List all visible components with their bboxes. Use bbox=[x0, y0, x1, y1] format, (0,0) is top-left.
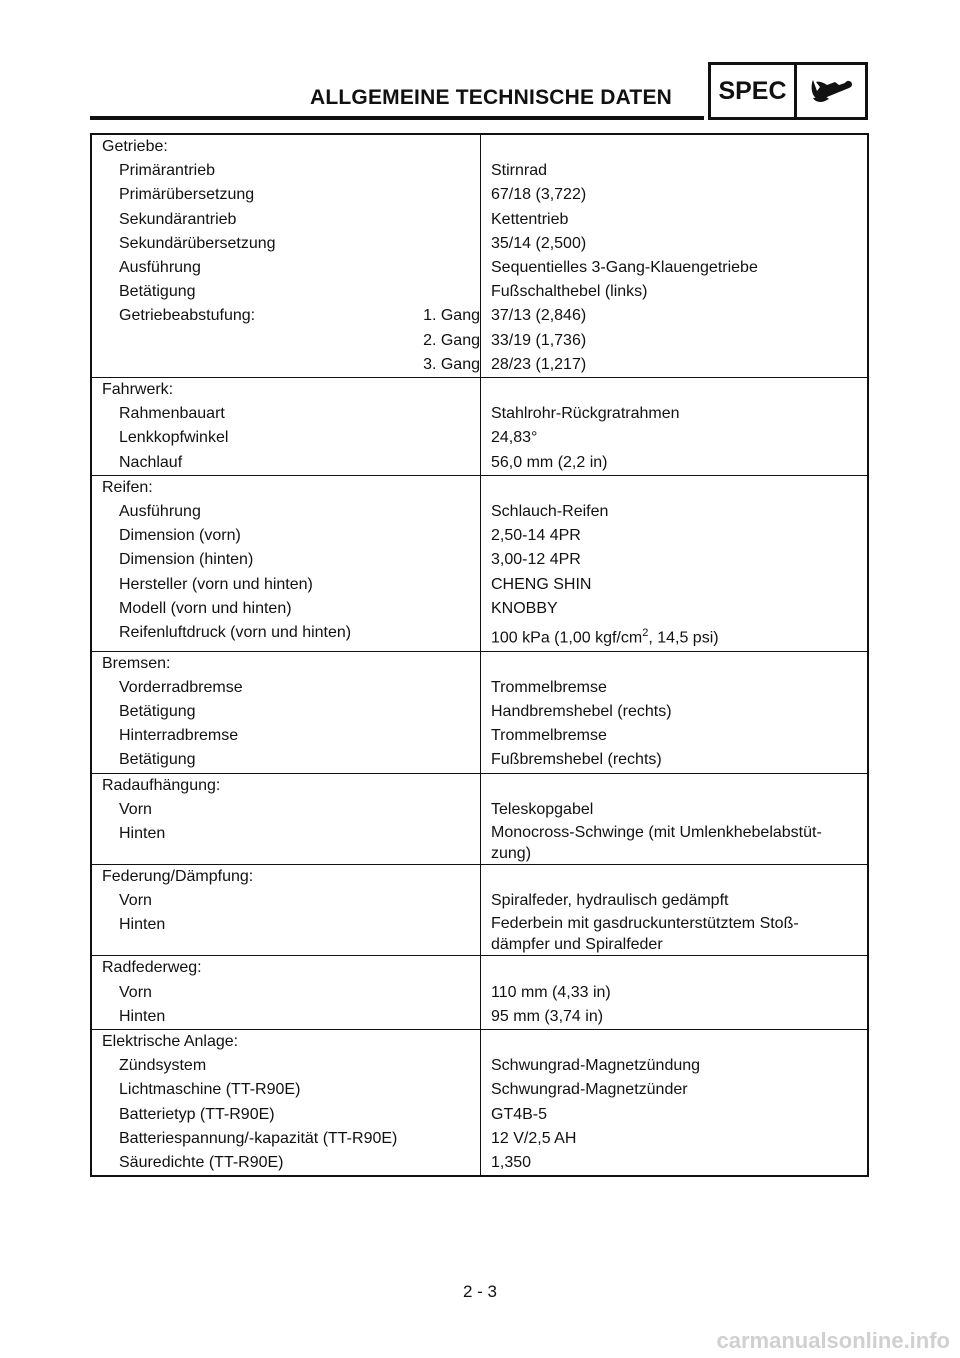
spec-label: Reifenluftdruck (vorn und hinten) bbox=[119, 624, 352, 642]
spec-row bbox=[91, 232, 868, 256]
spec-value: KNOBBY bbox=[491, 599, 558, 617]
spec-row bbox=[91, 256, 868, 280]
spec-label: Vorderradbremse bbox=[119, 678, 243, 696]
spec-row bbox=[91, 798, 868, 822]
spec-label: Säuredichte (TT-R90E) bbox=[119, 1154, 284, 1172]
spec-value: Schlauch-Reifen bbox=[491, 503, 609, 521]
section-header-row bbox=[91, 134, 868, 159]
spec-value: Schwungrad-Magnetzündung bbox=[491, 1057, 701, 1075]
section-title: Federung/Dämpfung: bbox=[102, 868, 254, 886]
spec-value: 1,350 bbox=[491, 1154, 532, 1172]
spec-value: 28/23 (1,217) bbox=[491, 355, 587, 373]
spec-value: Monocross-Schwinge (mit Umlenkhebelabstüt- zung) bbox=[491, 824, 822, 863]
spec-row bbox=[91, 1151, 868, 1176]
spec-label: Ausführung bbox=[119, 503, 201, 521]
section-title: Getriebe: bbox=[102, 138, 168, 155]
spec-value-text: , 14,5 psi) bbox=[648, 629, 719, 647]
spec-label: Rahmenbauart bbox=[119, 405, 225, 423]
section-header-row bbox=[91, 651, 868, 676]
spec-label: Primärübersetzung bbox=[119, 186, 255, 204]
spec-row bbox=[91, 1127, 868, 1151]
header-rule bbox=[90, 116, 704, 120]
spec-value: CHENG SHIN bbox=[491, 575, 592, 593]
spec-label-group bbox=[92, 329, 480, 353]
gear-label: 3. Gang bbox=[423, 355, 480, 373]
spec-value: Stahlrohr-Rückgratrahmen bbox=[491, 405, 680, 423]
watermark: carmanualsonline.info bbox=[716, 1328, 950, 1353]
spec-row bbox=[91, 500, 868, 524]
section-title: Reifen: bbox=[102, 478, 153, 496]
section-title: Elektrische Anlage: bbox=[102, 1033, 239, 1051]
spec-label: Betätigung bbox=[119, 283, 196, 301]
section-header-row bbox=[91, 773, 868, 798]
spec-row bbox=[91, 913, 868, 956]
spec-row bbox=[91, 981, 868, 1005]
spec-row bbox=[91, 1103, 868, 1127]
section-title: Radaufhängung: bbox=[102, 776, 221, 794]
spec-row bbox=[91, 402, 868, 426]
spec-value: Federbein mit gasdruckunterstütztem Stoß- dämpfer und Spiralfeder bbox=[491, 915, 799, 954]
wrench-icon bbox=[797, 65, 865, 117]
spec-label: Hinterradbremse bbox=[119, 727, 239, 745]
section-title: Fahrwerk: bbox=[102, 381, 174, 399]
spec-table bbox=[90, 133, 869, 1177]
spec-row bbox=[91, 548, 868, 572]
spec-value: Kettentrieb bbox=[491, 210, 569, 228]
spec-label: Hinten bbox=[119, 825, 166, 843]
spec-value: 12 V/2,5 AH bbox=[491, 1129, 577, 1147]
spec-value: Schwungrad-Magnetzünder bbox=[491, 1081, 688, 1099]
spec-row bbox=[91, 597, 868, 621]
section-header-row bbox=[91, 865, 868, 890]
spec-value: 67/18 (3,722) bbox=[491, 186, 587, 204]
spec-label: Hersteller (vorn und hinten) bbox=[119, 575, 313, 593]
spec-label: Vorn bbox=[119, 892, 152, 910]
page-number: 2 - 3 bbox=[462, 1282, 498, 1301]
spec-row bbox=[91, 621, 868, 651]
spec-row bbox=[91, 1005, 868, 1030]
spec-label: Batterietyp (TT-R90E) bbox=[119, 1105, 275, 1123]
spec-row bbox=[91, 524, 868, 548]
spec-label: Betätigung bbox=[119, 703, 196, 720]
spec-label: Vorn bbox=[119, 800, 152, 818]
spec-label: Sekundärübersetzung bbox=[119, 234, 276, 252]
spec-value: Teleskopgabel bbox=[491, 800, 594, 818]
section-header-row bbox=[91, 475, 868, 500]
gear-label: 2. Gang bbox=[423, 331, 480, 349]
spec-value: Trommelbremse bbox=[491, 727, 607, 745]
spec-row bbox=[91, 676, 868, 700]
spec-label: Primärantrieb bbox=[119, 162, 216, 180]
spec-label: Ausführung bbox=[119, 259, 201, 277]
section-title: Bremsen: bbox=[102, 654, 171, 672]
spec-label: Zündsystem bbox=[119, 1057, 207, 1075]
spec-value: 56,0 mm (2,2 in) bbox=[491, 453, 608, 471]
spec-row bbox=[91, 208, 868, 232]
spec-label: Dimension (vorn) bbox=[119, 527, 241, 545]
spec-value: 3,00-12 4PR bbox=[491, 551, 581, 569]
spec-value: Fußschalthebel (links) bbox=[491, 283, 648, 301]
spec-label: Hinten bbox=[119, 916, 166, 934]
spec-label: Nachlauf bbox=[119, 453, 183, 471]
gear-label: 1. Gang bbox=[423, 307, 480, 325]
spec-value: Stirnrad bbox=[491, 162, 548, 180]
spec-value: GT4B-5 bbox=[491, 1105, 548, 1123]
spec-row bbox=[91, 573, 868, 597]
spec-row bbox=[91, 1054, 868, 1078]
spec-label-group bbox=[92, 353, 480, 377]
spec-label: Lichtmaschine (TT-R90E) bbox=[119, 1081, 301, 1099]
spec-row bbox=[91, 159, 868, 183]
section-header-row bbox=[91, 956, 868, 981]
spec-label: Vorn bbox=[119, 983, 152, 1001]
spec-value: 33/19 (1,736) bbox=[491, 331, 587, 349]
spec-label bbox=[119, 353, 363, 377]
spec-value bbox=[491, 621, 857, 651]
spec-value: Trommelbremse bbox=[491, 678, 607, 696]
spec-value: 95 mm (3,74 in) bbox=[491, 1007, 604, 1025]
section-header-row bbox=[91, 378, 868, 403]
spec-value: Spiralfeder, hydraulisch gedämpft bbox=[491, 892, 729, 910]
spec-row bbox=[91, 426, 868, 450]
spec-label: Batteriespannung/-kapazität (TT-R90E) bbox=[119, 1129, 398, 1147]
spec-value: Sequentielles 3-Gang-Klauengetriebe bbox=[491, 259, 758, 277]
spec-row bbox=[91, 353, 868, 378]
section-header-row bbox=[91, 1030, 868, 1055]
spec-value: 110 mm (4,33 in) bbox=[491, 983, 611, 1001]
spec-value: 37/13 (2,846) bbox=[491, 307, 587, 325]
spec-row bbox=[91, 304, 868, 328]
spec-value-text: 100 kPa (1,00 kgf/cm bbox=[491, 629, 643, 647]
spec-label: Getriebeabstufung: bbox=[119, 307, 256, 325]
spec-label: Modell (vorn und hinten) bbox=[119, 599, 292, 617]
spec-label bbox=[119, 329, 363, 353]
spec-label: Hinten bbox=[119, 1007, 166, 1025]
spec-row bbox=[91, 724, 868, 748]
spec-row bbox=[91, 700, 868, 724]
spec-value: Fußbremshebel (rechts) bbox=[491, 751, 662, 769]
spec-label: Betätigung bbox=[119, 751, 196, 769]
spec-badge bbox=[708, 62, 868, 120]
spec-value: 35/14 (2,500) bbox=[491, 234, 587, 252]
spec-label: Dimension (hinten) bbox=[119, 551, 254, 569]
spec-row bbox=[91, 280, 868, 304]
spec-row bbox=[91, 183, 868, 207]
spec-row bbox=[91, 822, 868, 865]
spec-row bbox=[91, 889, 868, 913]
section-title: Radfederweg: bbox=[102, 959, 202, 977]
spec-row bbox=[91, 451, 868, 476]
spec-value: 2,50-14 4PR bbox=[491, 527, 581, 545]
spec-label: Lenkkopfwinkel bbox=[119, 429, 229, 447]
spec-row bbox=[91, 329, 868, 353]
spec-label: Sekundärantrieb bbox=[119, 210, 237, 228]
spec-value: Handbremshebel (rechts) bbox=[491, 703, 672, 720]
spec-row bbox=[91, 1078, 868, 1102]
spec-value: 24,83° bbox=[491, 429, 538, 447]
spec-row bbox=[91, 748, 868, 773]
spec-value-superscript: 2 bbox=[642, 627, 649, 640]
page-title: ALLGEMEINE TECHNISCHE DATEN bbox=[310, 86, 673, 109]
spec-label-group bbox=[92, 304, 480, 328]
spec-label: SPEC bbox=[711, 65, 797, 117]
